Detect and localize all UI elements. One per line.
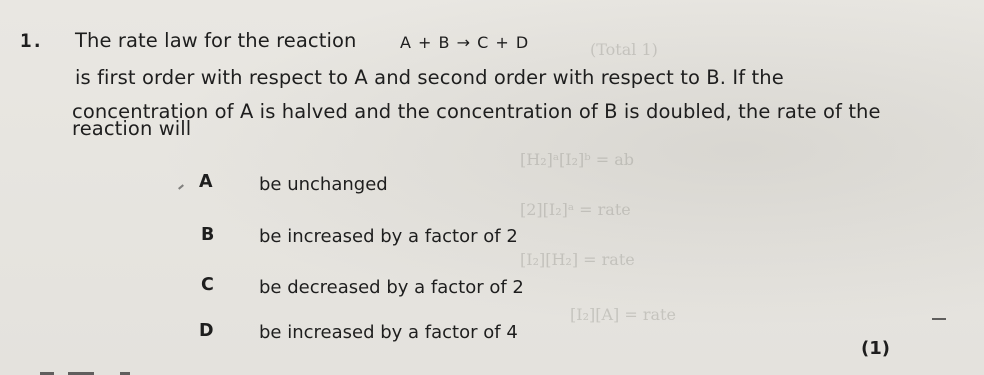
reaction-equation: A + B → C + D bbox=[400, 33, 529, 52]
question-line-3: concentration of A is halved and the concentration of B is doubled, the rate of the bbox=[72, 100, 881, 123]
show-through-text: [I₂][H₂] = rate bbox=[520, 250, 635, 269]
question-number: 1. bbox=[20, 30, 43, 52]
show-through-text: [2][I₂]ᵃ = rate bbox=[520, 200, 631, 219]
pen-tick-mark bbox=[178, 184, 184, 189]
option-c-letter: C bbox=[201, 275, 214, 295]
option-b-letter: B bbox=[201, 225, 215, 245]
option-b-text: be increased by a factor of 2 bbox=[259, 226, 518, 247]
option-d-letter: D bbox=[199, 321, 214, 341]
option-c-text: be decreased by a factor of 2 bbox=[259, 277, 524, 298]
marks-value: (1) bbox=[861, 338, 890, 359]
option-d-text: be increased by a factor of 4 bbox=[259, 322, 518, 343]
question-line-1: The rate law for the reaction bbox=[75, 29, 357, 52]
question-line-4: reaction will bbox=[72, 117, 192, 140]
margin-dash-mark bbox=[932, 318, 946, 320]
option-a-text: be unchanged bbox=[259, 174, 388, 195]
show-through-text: [H₂]ᵃ[I₂]ᵇ = ab bbox=[520, 150, 634, 169]
show-through-text: (Total 1) bbox=[590, 40, 658, 59]
question-line-2: is first order with respect to A and second order with respect to B. If the bbox=[75, 66, 784, 89]
option-a-letter: A bbox=[199, 172, 213, 192]
show-through-text: [I₂][A] = rate bbox=[570, 305, 676, 324]
bottom-edge-marks bbox=[0, 369, 984, 375]
